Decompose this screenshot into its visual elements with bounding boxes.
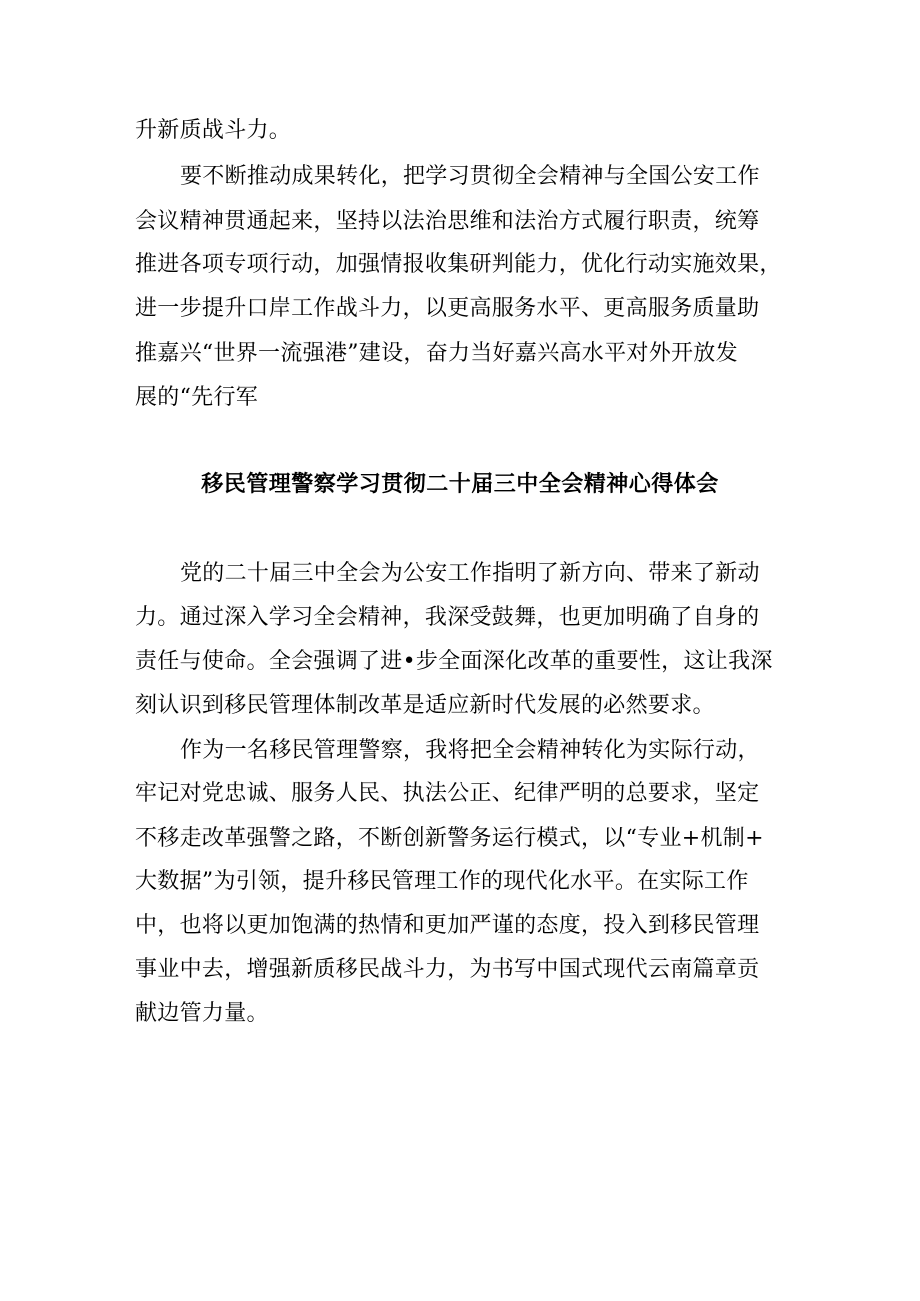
text-line: 推嘉兴“世界一流强港”建设，奋力当好嘉兴高水平对外开放发 [135, 341, 738, 366]
text-line: 不移走改革强警之路，不断创新警务运行模式，以“专业+机制+ [135, 826, 764, 851]
text-line: 献边管力量。 [135, 1001, 269, 1026]
text-line: 展的“先行军 [135, 385, 259, 410]
text-line: 会议精神贯通起来，坚持以法治思维和法治方式履行职责，统筹 [135, 209, 760, 234]
text-line: 事业中去，增强新质移民战斗力，为书写中国式现代云南篇章贡 [135, 957, 760, 982]
text-line: 进一步提升口岸工作战斗力，以更高服务水平、更高服务质量助 [135, 296, 760, 321]
text-line: 作为一名移民管理警察，我将把全会精神转化为实际行动， [180, 738, 760, 763]
text-line: 大数据”为引领，提升移民管理工作的现代化水平。在实际工作 [135, 869, 749, 894]
text-line: 升新质战斗力。 [135, 118, 292, 143]
text-line: 刻认识到移民管理体制改革是适应新时代发展的必然要求。 [135, 693, 715, 718]
text-line: 党的二十届三中全会为公安工作指明了新方向、带来了新动 [180, 561, 760, 586]
text-line: 中，也将以更加饱满的热情和更加严谨的态度，投入到移民管理 [135, 913, 760, 938]
text-line: 推进各项专项行动，加强情报收集研判能力，优化行动实施效果， [135, 252, 782, 277]
text-line: 牢记对党忠诚、服务人民、执法公正、纪律严明的总要求，坚定 [135, 781, 760, 806]
article-title: 移民管理警察学习贯彻二十届三中全会精神心得体会 [201, 472, 719, 497]
text-line: 要不断推动成果转化，把学习贯彻全会精神与全国公安工作 [180, 164, 760, 189]
text-line: 责任与使命。全会强调了进•步全面深化改革的重要性，这让我深 [135, 649, 773, 674]
text-line: 力。通过深入学习全会精神，我深受鼓舞，也更加明确了自身的 [135, 605, 760, 630]
